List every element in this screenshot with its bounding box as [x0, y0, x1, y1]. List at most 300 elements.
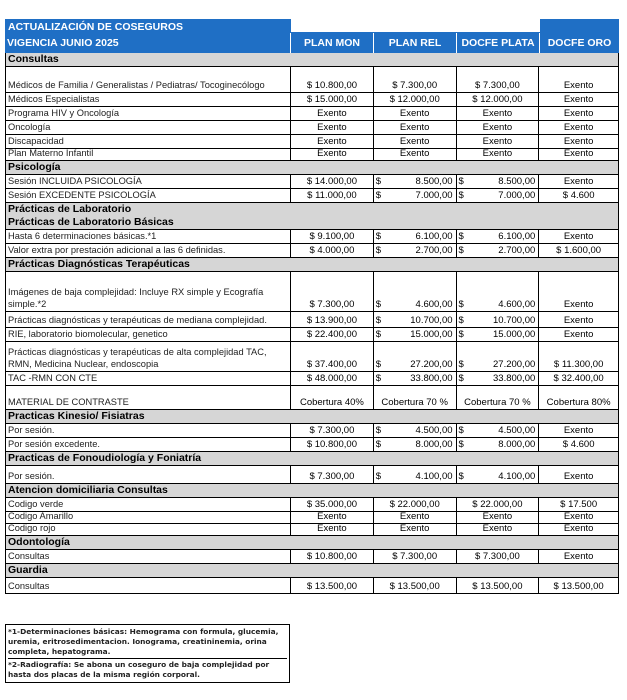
- amount: Exento: [482, 108, 513, 119]
- amount: $ 35.000,00: [306, 499, 358, 510]
- section-title: Prácticas de Laboratorio: [8, 203, 132, 215]
- amount: Exento: [563, 425, 594, 436]
- amount: Exento: [563, 551, 594, 562]
- amount: Exento: [563, 329, 594, 340]
- value-cell: [457, 312, 540, 328]
- currency-sign: $: [375, 315, 382, 326]
- value-cell: [291, 135, 374, 149]
- table-row: [5, 107, 619, 121]
- currency-sign: $: [375, 176, 382, 187]
- table-row: [5, 342, 619, 372]
- value-cell: [539, 524, 618, 536]
- table-row: [5, 466, 619, 484]
- value-cell: [457, 121, 540, 135]
- amount: 15.000,00: [493, 329, 536, 340]
- value-cell: [291, 550, 374, 564]
- value-cell: [539, 67, 618, 93]
- amount: $ 12.000,00: [472, 94, 523, 105]
- footnote-1: *1-Determinaciones básicas: Hemograma con formula, glucemia, uremia, eritrosedimentacion. Ionograma, creatininemia, orina completa, hepatograma.: [8, 627, 279, 656]
- value-cell: [457, 189, 540, 203]
- value-cell: [374, 67, 457, 93]
- row-label-text: Sesión EXCEDENTE PSICOLOGÍA: [8, 190, 156, 200]
- value-cell: [457, 498, 540, 512]
- table-row: [5, 372, 619, 386]
- value-cell: [539, 498, 618, 512]
- amount: Cobertura 70 %: [464, 397, 531, 408]
- table-title-row: [5, 19, 619, 33]
- amount: 4.600,00: [415, 299, 453, 310]
- footnotes: [5, 624, 290, 683]
- amount: 33.800,00: [410, 373, 453, 384]
- currency-sign: $: [375, 373, 382, 384]
- col-plan-rel: PLAN REL: [374, 33, 457, 53]
- amount: 7.000,00: [498, 190, 536, 201]
- value-cell: [457, 230, 540, 244]
- value-cell: [457, 466, 540, 484]
- value-cell: [539, 512, 618, 524]
- amount: $ 1.600,00: [556, 245, 602, 256]
- row-label-text: Hasta 6 determinaciones básicas.*1: [8, 231, 157, 241]
- table-body: [5, 53, 619, 594]
- row-label-text: Discapacidad: [8, 136, 64, 146]
- row-label: [6, 466, 291, 484]
- amount: 8.500,00: [415, 176, 453, 187]
- section-title: Odontología: [8, 536, 70, 548]
- row-label: [6, 121, 291, 135]
- value-cell: [291, 244, 374, 258]
- amount: $ 7.300,00: [474, 80, 520, 91]
- amount: $ 4.600: [562, 190, 595, 201]
- table-row: [5, 121, 619, 135]
- value-cell: [374, 230, 457, 244]
- amount: $ 7.300,00: [392, 80, 438, 91]
- value-cell: [374, 524, 457, 536]
- amount: Exento: [563, 176, 594, 187]
- amount: $ 10.800,00: [306, 80, 358, 91]
- amount: $ 9.100,00: [309, 231, 355, 242]
- amount: 2.700,00: [415, 245, 453, 256]
- value-cell: [539, 107, 618, 121]
- section-header: [5, 161, 619, 175]
- currency-sign: $: [458, 190, 464, 201]
- row-label-text: Médicos de Familia / Generalistas / Pediatras/ Tocoginecólogo: [8, 80, 265, 90]
- value-cell: [374, 372, 457, 386]
- value-cell: [539, 149, 618, 161]
- amount: $ 15.000,00: [306, 94, 358, 105]
- section-header: [5, 484, 619, 498]
- value-cell: [291, 107, 374, 121]
- row-label: [6, 135, 291, 149]
- section-header: [5, 564, 619, 578]
- row-label-text: Codigo rojo: [8, 524, 56, 533]
- row-label-text: Consultas: [8, 551, 50, 561]
- amount: Cobertura 40%: [299, 397, 364, 408]
- currency-sign: $: [458, 373, 464, 384]
- amount: Exento: [399, 149, 430, 159]
- amount: $ 13.900,00: [306, 315, 357, 326]
- amount: Exento: [563, 149, 594, 159]
- value-cell: [374, 498, 457, 512]
- row-label-text: Plan Materno Infantil: [8, 149, 94, 158]
- value-cell: [291, 121, 374, 135]
- value-cell: [374, 328, 457, 342]
- value-cell: [539, 312, 618, 328]
- value-cell: [374, 424, 457, 438]
- value-cell: [539, 386, 618, 410]
- amount: $ 13.500,00: [389, 581, 440, 592]
- row-label-text: Por sesión.: [8, 425, 55, 435]
- amount: 8.000,00: [498, 439, 536, 450]
- currency-sign: $: [458, 245, 464, 256]
- value-cell: [374, 438, 457, 452]
- amount: Exento: [317, 149, 347, 159]
- value-cell: [539, 424, 618, 438]
- amount: Exento: [317, 108, 347, 119]
- value-cell: [374, 121, 457, 135]
- section-title: Consultas: [8, 53, 59, 65]
- col-docfe-plata: DOCFE PLATA: [457, 33, 540, 53]
- value-cell: [457, 93, 540, 107]
- amount: Exento: [399, 108, 430, 119]
- col-docfe-oro: DOCFE ORO: [547, 37, 612, 49]
- value-cell: [374, 107, 457, 121]
- value-cell: [457, 372, 540, 386]
- currency-sign: $: [375, 425, 382, 436]
- row-label-text: Imágenes de baja complejidad: Incluye RX simple y Ecografía simple.*2: [8, 287, 264, 309]
- value-cell: [374, 466, 457, 484]
- amount: $ 10.800,00: [306, 439, 357, 450]
- amount: $ 13.500,00: [306, 581, 358, 592]
- amount: 27.200,00: [410, 359, 453, 370]
- table-row: [5, 244, 619, 258]
- value-cell: [457, 550, 540, 564]
- amount: 4.100,00: [498, 471, 536, 482]
- value-cell: [374, 175, 457, 189]
- amount: Exento: [317, 122, 347, 133]
- value-cell: [457, 524, 540, 536]
- row-label-text: TAC -RMN CON CTE: [8, 373, 98, 383]
- value-cell: [291, 342, 374, 372]
- section-header: [5, 258, 619, 272]
- section-title: Prácticas de Laboratorio Básicas: [8, 216, 174, 228]
- value-cell: [539, 121, 618, 135]
- row-label-text: Oncología: [8, 122, 51, 132]
- amount: $ 22.000,00: [472, 499, 523, 510]
- value-cell: [539, 466, 618, 484]
- table-row: [5, 175, 619, 189]
- value-cell: [457, 135, 540, 149]
- value-cell: [291, 498, 374, 512]
- amount: $ 7.300,00: [309, 299, 355, 310]
- row-label-text: Médicos Especialistas: [8, 94, 100, 104]
- row-label: [6, 498, 291, 512]
- amount: Exento: [317, 524, 347, 534]
- currency-sign: $: [375, 329, 382, 340]
- amount: Exento: [317, 136, 347, 147]
- value-cell: [457, 244, 540, 258]
- amount: $ 11.300,00: [553, 359, 604, 370]
- amount: Exento: [482, 136, 513, 147]
- row-label: [6, 189, 291, 203]
- value-cell: [457, 342, 540, 372]
- value-cell: [291, 93, 374, 107]
- currency-sign: $: [375, 299, 382, 310]
- value-cell: [539, 342, 618, 372]
- value-cell: [539, 372, 618, 386]
- amount: $ 13.500,00: [553, 581, 604, 592]
- table-row: [5, 312, 619, 328]
- row-label-text: RIE, laboratorio biomolecular, genetico: [8, 329, 168, 339]
- value-cell: [457, 512, 540, 524]
- amount: $ 4.600: [562, 439, 595, 450]
- section-title: Psicología: [8, 161, 61, 173]
- coseguros-table: [5, 19, 619, 594]
- row-label: [6, 386, 291, 410]
- value-cell: [291, 175, 374, 189]
- row-label: [6, 438, 291, 452]
- table-row: [5, 67, 619, 93]
- value-cell: [539, 135, 618, 149]
- amount: $ 4.000,00: [309, 245, 355, 256]
- amount: $ 7.300,00: [474, 551, 520, 562]
- amount: 7.000,00: [415, 190, 453, 201]
- currency-sign: $: [458, 439, 464, 450]
- amount: Exento: [563, 524, 594, 534]
- currency-sign: $: [375, 190, 382, 201]
- footnote-2: *2-Radiografía: Se abona un coseguro de baja complejidad por hasta dos placas de la misma región corporal.: [8, 658, 287, 680]
- table-row: [5, 438, 619, 452]
- row-label-text: Codigo Amarillo: [8, 512, 74, 521]
- row-label: [6, 512, 291, 524]
- amount: Exento: [399, 136, 430, 147]
- amount: Exento: [399, 524, 430, 534]
- row-label: [6, 578, 291, 594]
- value-cell: [291, 578, 374, 594]
- row-label-text: Programa HIV y Oncología: [8, 108, 120, 118]
- amount: $ 11.000,00: [307, 190, 357, 201]
- row-label-text: Prácticas diagnósticas y terapéuticas de mediana complejidad.: [8, 315, 267, 325]
- value-cell: [539, 328, 618, 342]
- amount: $ 22.400,00: [306, 329, 357, 340]
- amount: $ 12.000,00: [389, 94, 440, 105]
- value-cell: [457, 175, 540, 189]
- value-cell: [374, 342, 457, 372]
- value-cell: [291, 67, 374, 93]
- amount: Exento: [563, 471, 594, 482]
- value-cell: [291, 438, 374, 452]
- row-label-text: MATERIAL DE CONTRASTE: [8, 397, 129, 407]
- amount: $ 32.400,00: [553, 373, 604, 384]
- section-header: [5, 410, 619, 424]
- value-cell: [457, 67, 540, 93]
- section-title: Atencion domiciliaria Consultas: [8, 484, 168, 496]
- section-header: [5, 53, 619, 67]
- value-cell: [291, 272, 374, 312]
- value-cell: [291, 189, 374, 203]
- amount: 8.000,00: [415, 439, 453, 450]
- amount: $ 17.500: [560, 499, 598, 510]
- row-label-text: Prácticas diagnósticas y terapéuticas de alta complejidad TAC, RMN, Medicina Nuclear, endoscopia: [8, 347, 267, 369]
- value-cell: [374, 550, 457, 564]
- amount: 2.700,00: [498, 245, 536, 256]
- table-row: [5, 424, 619, 438]
- table-row: [5, 149, 619, 161]
- value-cell: [374, 149, 457, 161]
- row-label: [6, 372, 291, 386]
- row-label: [6, 328, 291, 342]
- table-row: [5, 524, 619, 536]
- amount: Cobertura 70 %: [381, 397, 448, 408]
- vigencia-label: VIGENCIA JUNIO 2025: [5, 33, 291, 53]
- col-plan-mon: PLAN MON: [291, 33, 374, 53]
- row-label-text: Sesión INCLUIDA PSICOLOGÍA: [8, 176, 142, 186]
- table-row: [5, 498, 619, 512]
- value-cell: [457, 438, 540, 452]
- section-header: [5, 203, 619, 230]
- amount: $ 7.300,00: [309, 425, 355, 436]
- value-cell: [457, 424, 540, 438]
- row-label: [6, 550, 291, 564]
- currency-sign: $: [375, 359, 382, 370]
- value-cell: [291, 512, 374, 524]
- row-label: [6, 175, 291, 189]
- amount: Exento: [563, 80, 594, 91]
- row-label-text: Por sesión.: [8, 471, 55, 481]
- value-cell: [539, 189, 618, 203]
- value-cell: [457, 328, 540, 342]
- row-label: [6, 93, 291, 107]
- value-cell: [374, 272, 457, 312]
- amount: Exento: [563, 299, 594, 310]
- value-cell: [539, 272, 618, 312]
- amount: 8.500,00: [498, 176, 536, 187]
- amount: $ 7.300,00: [309, 471, 355, 482]
- value-cell: [539, 175, 618, 189]
- currency-sign: $: [458, 329, 464, 340]
- amount: $ 14.000,00: [306, 176, 357, 187]
- amount: Exento: [482, 149, 513, 159]
- row-label-text: Codigo verde: [8, 499, 64, 509]
- value-cell: [374, 244, 457, 258]
- value-cell: [291, 424, 374, 438]
- amount: Exento: [482, 122, 513, 133]
- amount: $ 10.800,00: [306, 551, 358, 562]
- table-row: [5, 578, 619, 594]
- amount: 4.500,00: [498, 425, 536, 436]
- amount: 4.500,00: [415, 425, 453, 436]
- amount: Exento: [482, 512, 513, 522]
- amount: Exento: [563, 108, 594, 119]
- table-row: [5, 230, 619, 244]
- value-cell: [457, 272, 540, 312]
- currency-sign: $: [375, 245, 382, 256]
- currency-sign: $: [458, 425, 464, 436]
- currency-sign: $: [375, 471, 382, 482]
- amount: 33.800,00: [493, 373, 536, 384]
- row-label: [6, 424, 291, 438]
- column-header-row: [5, 33, 619, 53]
- section-header: [5, 452, 619, 466]
- row-label: [6, 107, 291, 121]
- value-cell: [291, 466, 374, 484]
- table-row: [5, 272, 619, 312]
- section-title: Practicas Kinesio/ Fisiatras: [8, 410, 145, 422]
- row-label: [6, 230, 291, 244]
- table-row: [5, 328, 619, 342]
- value-cell: [291, 312, 374, 328]
- value-cell: [374, 189, 457, 203]
- value-cell: [374, 135, 457, 149]
- section-title: Guardia: [8, 564, 48, 576]
- currency-sign: $: [458, 471, 464, 482]
- value-cell: [539, 550, 618, 564]
- amount: $ 22.000,00: [389, 499, 440, 510]
- value-cell: [539, 244, 618, 258]
- amount: Exento: [563, 512, 594, 522]
- value-cell: [374, 93, 457, 107]
- amount: $ 48.000,00: [306, 373, 357, 384]
- value-cell: [291, 230, 374, 244]
- value-cell: [539, 438, 618, 452]
- currency-sign: $: [375, 439, 382, 450]
- amount: 6.100,00: [498, 231, 536, 242]
- currency-sign: $: [458, 231, 464, 242]
- amount: $ 7.300,00: [392, 551, 438, 562]
- table-row: [5, 386, 619, 410]
- amount: Exento: [563, 94, 594, 105]
- value-cell: [374, 578, 457, 594]
- row-label: [6, 524, 291, 536]
- amount: Exento: [399, 512, 430, 522]
- value-cell: [374, 312, 457, 328]
- amount: 4.600,00: [498, 299, 536, 310]
- amount: Exento: [482, 524, 513, 534]
- table-row: [5, 93, 619, 107]
- amount: Exento: [563, 136, 594, 147]
- value-cell: [457, 149, 540, 161]
- amount: Cobertura 80%: [546, 397, 611, 408]
- value-cell: [539, 230, 618, 244]
- amount: Exento: [399, 122, 430, 133]
- row-label: [6, 272, 291, 312]
- value-cell: [291, 524, 374, 536]
- value-cell: [374, 386, 457, 410]
- currency-sign: $: [458, 315, 464, 326]
- section-title: Practicas de Fonoudiología y Foniatría: [8, 452, 202, 464]
- currency-sign: $: [458, 176, 464, 187]
- row-label: [6, 312, 291, 328]
- currency-sign: $: [375, 231, 382, 242]
- section-header: [5, 536, 619, 550]
- table-row: [5, 512, 619, 524]
- amount: 4.100,00: [415, 471, 453, 482]
- row-label-text: Valor extra por prestación adicional a las 6 definidas.: [8, 245, 226, 255]
- amount: Exento: [563, 231, 594, 242]
- amount: 10.700,00: [410, 315, 453, 326]
- value-cell: [374, 512, 457, 524]
- value-cell: [291, 386, 374, 410]
- value-cell: [539, 93, 618, 107]
- table-title: ACTUALIZACIÓN DE COSEGUROS: [5, 19, 291, 33]
- row-label: [6, 67, 291, 93]
- amount: $ 13.500,00: [472, 581, 523, 592]
- table-row: [5, 189, 619, 203]
- value-cell: [539, 578, 618, 594]
- amount: 6.100,00: [415, 231, 453, 242]
- amount: Exento: [563, 315, 594, 326]
- amount: $ 37.400,00: [306, 359, 357, 370]
- row-label-text: Consultas: [8, 581, 50, 591]
